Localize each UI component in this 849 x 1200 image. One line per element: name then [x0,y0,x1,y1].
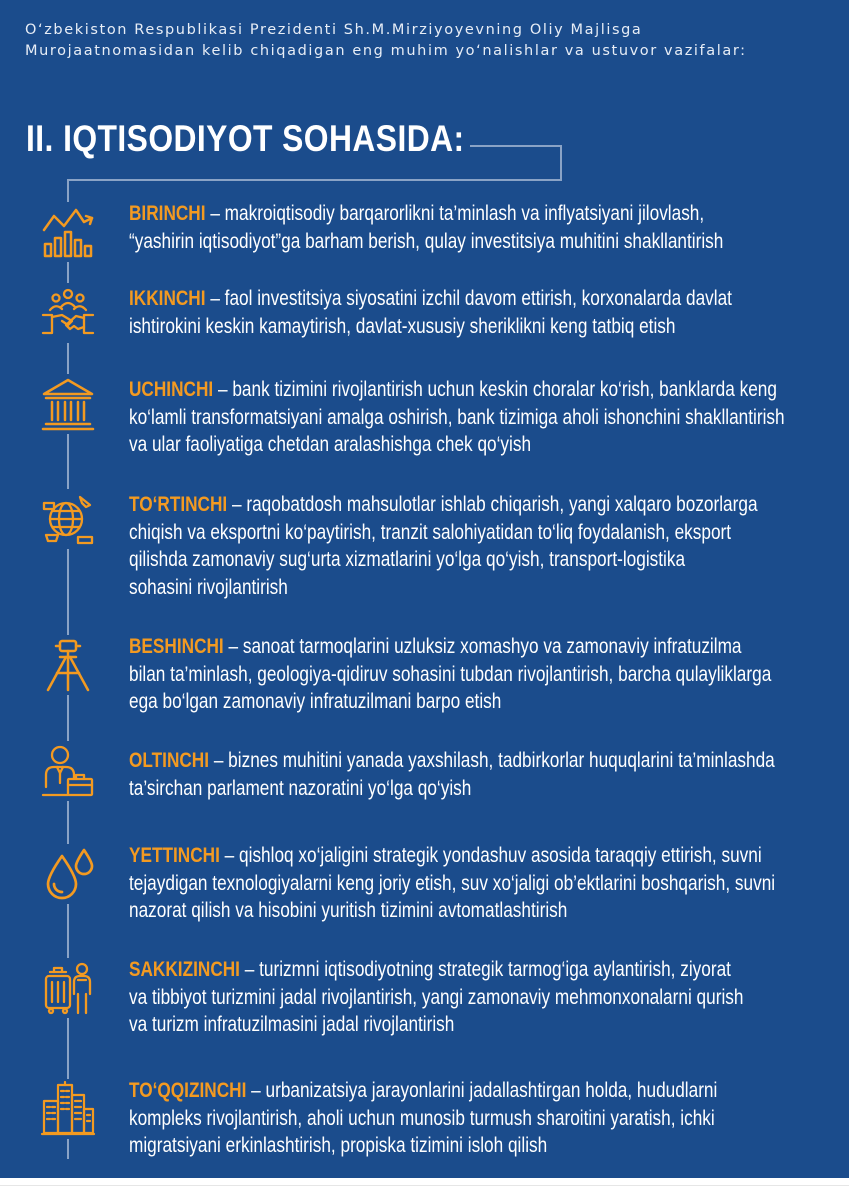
item-line [129,956,731,984]
intro-line: O‘zbekiston Respublikasi Prezidenti Sh.M.Mirziyoyevning Oliy Majlisga [25,22,643,38]
item-line: migratsiyani erkinlashtirish, propiska tizimini isloh qilish [129,1134,548,1157]
item-line: va tibbiyot turizmini jadal rivojlantirish, yangi zamonaviy mehmonxonalarni qurish [129,985,744,1009]
item-line-text: – faol investitsiya siyosatini izchil davom ettirish, korxonalarda davlat [205,287,732,310]
item-keyword: OLTINCHI [129,749,210,772]
item-line: “yashirin iqtisodiyot”ga barham berish, qulay investitsiya muhitini shakllantirish [129,229,724,253]
intro-line: Murojaatnomasidan kelib chiqadigan eng muhim yo‘nalishlar va ustuvor vazifalar: [25,43,747,59]
item-line-text: – sanoat tarmoqlarini uzluksiz xomashyo va zamonaviy infratuzilma [223,635,742,658]
item-line: kompleks rivojlantirish, aholi uchun munosib turmush sharoitini yaratish, ichki [129,1106,715,1130]
title-bracket-horizontal [67,179,562,181]
item-line [129,491,758,519]
item-line: tejaydigan texnologiyalarni keng joriy etish, suv xo‘jaligi ob’ektlarini boshqarish, suvni [129,871,776,895]
water-drops-icon [38,844,98,904]
tourist-luggage-icon [38,958,98,1018]
title-bracket-vertical [560,145,562,181]
item-line: ta’sirchan parlament nazoratini yo‘lga qo‘yish [129,776,472,800]
item-keyword: YETTINCHI [129,844,220,867]
item-line: va turizm infratuzilmasini jadal rivojlantirish [129,1013,455,1036]
item-line: ega bo‘lgan zamonaviy infratuzilmani barpo etish [129,690,502,713]
item-line [129,376,777,404]
item-line-text: – turizmni iqtisodiyotning strategik tarmog‘iga aylantirish, ziyorat [239,958,731,981]
item-line-text: – qishloq xo‘jaligini strategik yondashuv asosida taraqqiy ettirish, suvni [219,844,762,867]
item-line [129,633,742,661]
item-line [129,1077,718,1105]
item-text [129,633,772,716]
item-text [129,842,776,925]
item-line: qilishda zamonaviy sug‘urta xizmatlarini yo‘lga qo‘yish, transport-logistika [129,548,686,571]
title-bracket-top [470,145,562,147]
item-text [129,956,744,1039]
item-keyword: TO‘QQIZINCHI [129,1079,247,1102]
item-line: bilan ta’minlash, geologiya-qidiruv sohasini tubdan rivojlantirish, barcha qulayliklarga [129,662,772,686]
item-text [129,376,785,459]
item-line-text: – makroiqtisodiy barqarorlikni ta’minlash va inflyatsiyani jilovlash, [205,202,705,225]
item-text [129,285,732,340]
section-title: II. IQTISODIYOT SOHASIDA: [26,118,465,159]
item-keyword: TO‘RTINCHI [129,493,228,516]
item-text [129,747,775,802]
item-line-text: – urbanizatsiya jarayonlarini jadallashtirgan holda, hududlarni [246,1079,718,1102]
item-text [129,1077,718,1160]
item-line: nazorat qilish va hisobini yuritish tizimini avtomatlashtirish [129,899,568,922]
globe-trade-icon [38,489,98,549]
item-line [129,842,762,870]
item-line [129,285,732,313]
item-keyword: SAKKIZINCHI [129,958,240,981]
handshake-icon [38,283,98,343]
item-line [129,747,775,775]
bank-icon [38,374,98,434]
chart-icon [38,202,98,262]
intro-text [25,20,825,62]
businessman-icon [38,741,98,801]
item-line-text: – biznes muhitini yanada yaxshilash, tadbirkorlar huquqlarini ta’minlashda [209,749,775,772]
item-line [129,200,705,228]
city-buildings-icon [38,1079,98,1139]
item-keyword: IKKINCHI [129,287,206,310]
page-bottom-divider [0,1185,849,1186]
item-text [129,200,724,255]
item-line-text: – raqobatdosh mahsulotlar ishlab chiqarish, yangi xalqaro bozorlarga [227,493,758,516]
item-line: ishtirokini keskin kamaytirish, davlat-xususiy sheriklikni keng tatbiq etish [129,314,676,338]
item-line: ko‘lamli transformatsiyani amalga oshirish, bank tizimiga aholi ishonchini shakllantirish [129,405,785,429]
item-line: chiqish va eksportni ko‘paytirish, tranzit salohiyatidan to‘liq foydalanish, eksport [129,520,732,544]
item-line: va ular faoliyatiga chetdan aralashishga chek qo‘yish [129,433,532,456]
survey-tripod-icon [38,635,98,695]
item-line: sohasini rivojlantirish [129,575,288,599]
item-keyword: BIRINCHI [129,202,206,225]
item-text [129,491,758,601]
item-line-text: – bank tizimini rivojlantirish uchun keskin choralar ko‘rish, banklarda keng [213,378,777,401]
item-keyword: BESHINCHI [129,635,224,658]
item-keyword: UCHINCHI [129,378,214,401]
